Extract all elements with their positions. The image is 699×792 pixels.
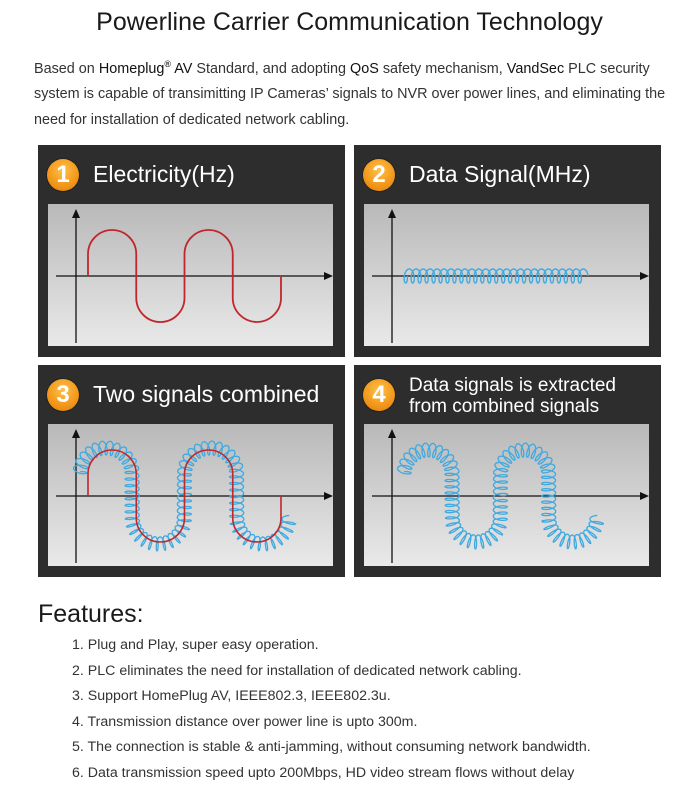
intro-av: AV <box>171 60 193 77</box>
feature-item: 4. Transmission distance over power line is upto 300m. <box>72 713 418 730</box>
chart-combined <box>48 424 333 566</box>
features-list <box>72 633 591 786</box>
intro-text-3: safety mechanism, <box>378 60 507 77</box>
intro-paragraph <box>34 52 674 133</box>
step-badge-1: 1 <box>47 159 79 191</box>
panel-data-signal <box>354 145 661 357</box>
panel-title-extracted <box>409 375 616 417</box>
chart-data-signal <box>364 204 649 346</box>
feature-item: 6. Data transmission speed upto 200Mbps, HD video stream flows without delay <box>72 764 575 781</box>
panel-title-extracted-line1: Data signals is extracted <box>409 375 616 396</box>
intro-text-4: PLC security system is capable of transimitting IP Cameras’ signals to NVR over power lines, and eliminating the need for installation of dedicated network cabling. <box>34 60 666 128</box>
chart-extracted <box>364 424 649 566</box>
panel-extracted <box>354 365 661 577</box>
panel-electricity <box>38 145 345 357</box>
combined-diagram <box>48 424 333 566</box>
electricity-diagram <box>48 204 333 346</box>
step-badge-3: 3 <box>47 379 79 411</box>
intro-registered-mark: ® <box>164 59 172 69</box>
panel-title-extracted-line2: from combined signals <box>409 396 600 417</box>
extracted-diagram <box>364 424 649 566</box>
data-signal-diagram <box>364 204 649 346</box>
panel-title-electricity: Electricity(Hz) <box>93 161 235 187</box>
feature-item: 2. PLC eliminates the need for installation of dedicated network cabling. <box>72 662 522 679</box>
feature-item: 3. Support HomePlug AV, IEEE802.3, IEEE802.3u. <box>72 688 391 704</box>
feature-item: 5. The connection is stable & anti-jamming, without consuming network bandwidth. <box>72 739 591 755</box>
panel-combined <box>38 365 345 577</box>
intro-qos: QoS <box>350 60 379 77</box>
intro-homeplug: Homeplug <box>98 60 165 77</box>
page-title: Powerline Carrier Communication Technology <box>96 8 603 36</box>
chart-electricity <box>48 204 333 346</box>
panel-title-data-signal: Data Signal(MHz) <box>409 161 591 187</box>
step-badge-4: 4 <box>363 379 395 411</box>
axes <box>56 209 333 343</box>
step-badge-2: 2 <box>363 159 395 191</box>
features-title: Features: <box>38 600 144 628</box>
intro-text-1: Based on <box>34 60 99 77</box>
intro-vandsec: VandSec <box>506 60 565 77</box>
panel-title-combined: Two signals combined <box>93 381 320 407</box>
feature-item: 1. Plug and Play, super easy operation. <box>72 637 319 653</box>
intro-text-2: Standard, and adopting <box>192 60 351 77</box>
